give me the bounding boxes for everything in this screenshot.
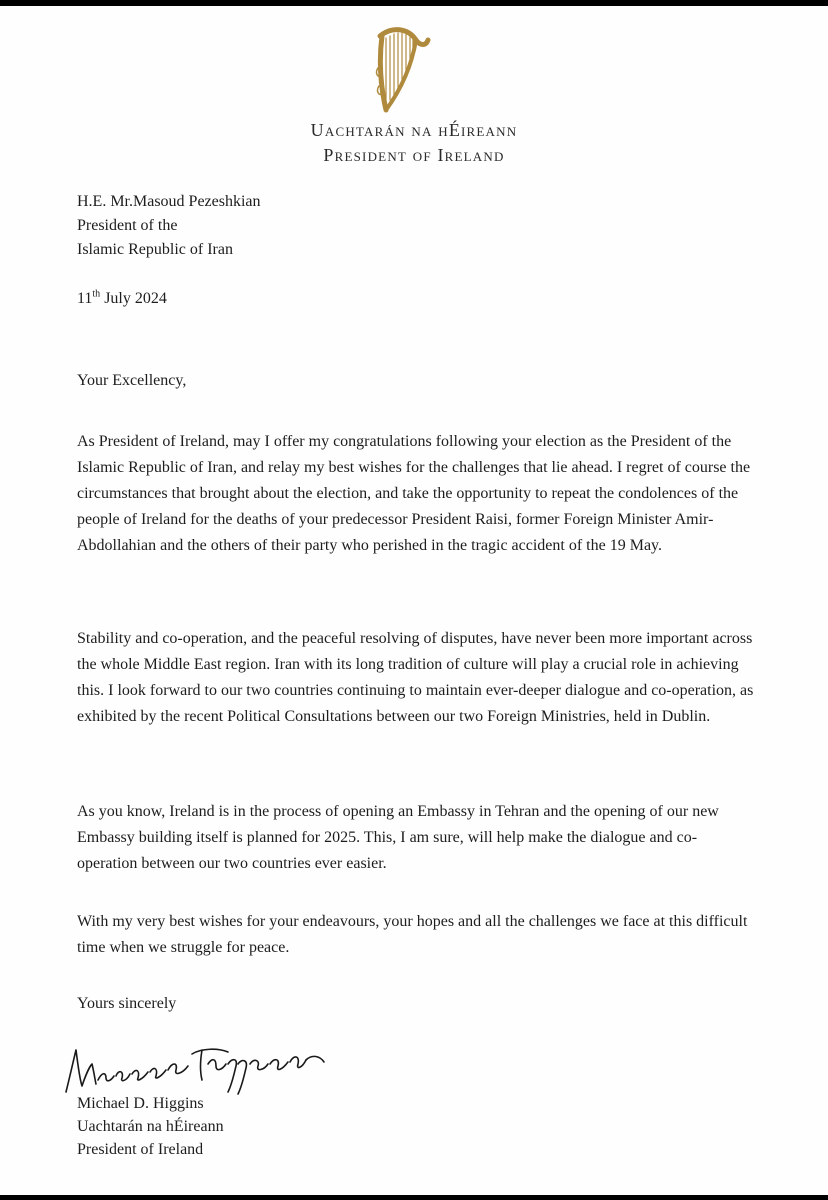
- recipient-country: Islamic Republic of Iran: [77, 241, 233, 258]
- letterhead-english-title: President of Ireland: [323, 145, 505, 165]
- paragraph-embassy: As you know, Ireland is in the process of opening an Embassy in Tehran and the opening of our new Embassy building itself is planned for 2025. This, I am sure, will help make the dialogue and co-operation between our two countries ever easier.: [77, 803, 719, 872]
- recipient-address: [77, 190, 757, 262]
- signatory-block: [77, 1092, 224, 1161]
- bottom-border: [0, 1195, 828, 1200]
- paragraph-best-wishes: With my very best wishes for your endeavours, your hopes and all the challenges we face at this difficult time when we struggle for peace.: [77, 913, 748, 956]
- letter-date: 11th July 2024: [77, 288, 167, 307]
- signatory-title-irish: Uachtarán na hÉireann: [77, 1118, 224, 1135]
- letter-page: [0, 6, 828, 1195]
- paragraph-stability: Stability and co-operation, and the peaceful resolving of disputes, have never been more important across the whole Middle East region. Iran with its long tradition of culture will play a crucial role in achieving this. I look forward to our two countries continuing to maintain ever-deeper dialogue and co-operation, as exhibited by the recent Political Consultations between our two Foreign Ministries, held in Dublin.: [77, 630, 754, 725]
- closing: Yours sincerely: [77, 995, 177, 1012]
- paragraph-congratulations: As President of Ireland, may I offer my congratulations following your election as the President of the Islamic Republic of Iran, and relay my best wishes for the challenges that lie ahead. I regret of course the circumstances that brought about the election, and take the opportunity to repeat the condolences of the people of Ireland for the deaths of your predecessor President Raisi, former Foreign Minister Amir-Abdollahian and the others of their party who perished in the tragic accident of the 19 May.: [77, 433, 751, 554]
- harp-icon: [372, 24, 434, 116]
- recipient-title: President of the: [77, 217, 178, 234]
- recipient-name: H.E. Mr.Masoud Pezeshkian: [77, 193, 261, 210]
- letterhead-irish-title: Uachtarán na hÉireann: [310, 120, 518, 140]
- signatory-name: Michael D. Higgins: [77, 1095, 204, 1112]
- signatory-title-english: President of Ireland: [77, 1141, 204, 1158]
- handwritten-signature: [62, 1036, 332, 1100]
- salutation: Your Excellency,: [77, 372, 187, 389]
